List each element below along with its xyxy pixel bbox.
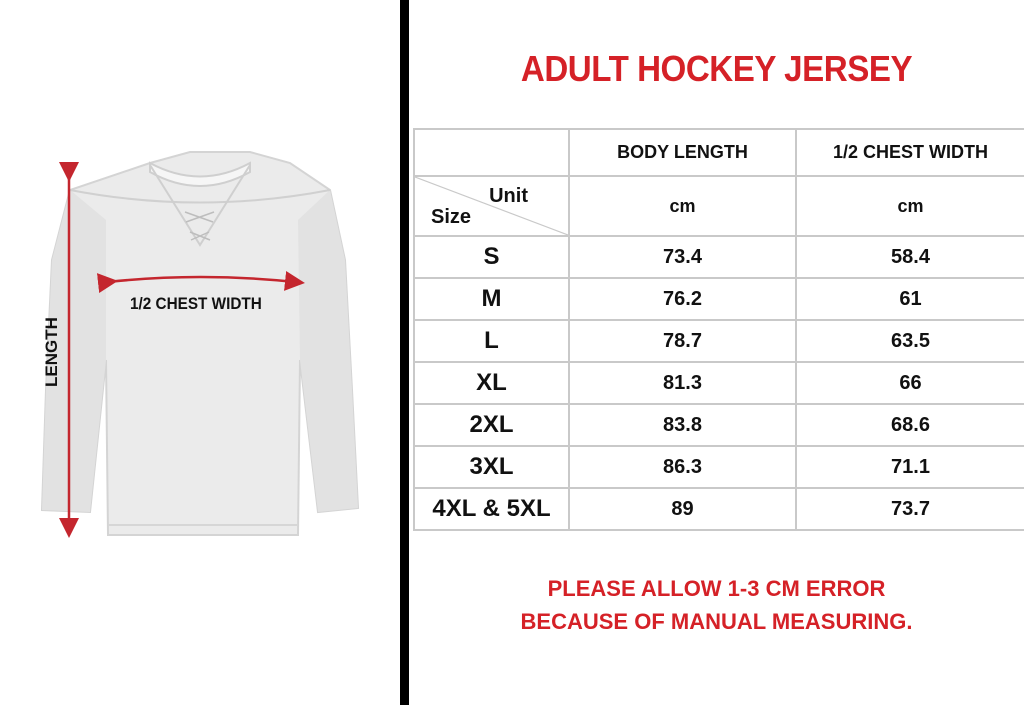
size-cell: L	[414, 320, 569, 362]
size-cell: S	[414, 236, 569, 278]
table-header-row	[414, 129, 1024, 176]
header-chest-width: 1/2 CHEST WIDTH	[796, 129, 1024, 176]
table-row	[414, 362, 1024, 404]
chest-width-label: 1/2 CHEST WIDTH	[130, 294, 262, 313]
corner-unit-label: Unit	[489, 185, 528, 207]
body-length-cell: 78.7	[569, 320, 796, 362]
unit-size-corner-cell	[414, 176, 569, 236]
body-length-cell: 76.2	[569, 278, 796, 320]
body-length-cell: 73.4	[569, 236, 796, 278]
page-title: ADULT HOCKEY JERSEY	[520, 48, 913, 89]
size-cell: 3XL	[414, 446, 569, 488]
unit-body-length: cm	[569, 176, 796, 236]
measurement-note-line-1: PLEASE ALLOW 1-3 CM ERROR	[547, 576, 886, 601]
table-row	[414, 404, 1024, 446]
size-cell: M	[414, 278, 569, 320]
chest-width-cell: 58.4	[796, 236, 1024, 278]
table-row	[414, 278, 1024, 320]
size-cell: 2XL	[414, 404, 569, 446]
size-cell: XL	[414, 362, 569, 404]
size-table	[413, 128, 1024, 531]
table-row	[414, 488, 1024, 530]
table-row	[414, 236, 1024, 278]
chest-width-cell: 63.5	[796, 320, 1024, 362]
measurement-note-line-2: BECAUSE OF MANUAL MEASURING.	[520, 609, 913, 634]
table-row	[414, 320, 1024, 362]
body-length-cell: 86.3	[569, 446, 796, 488]
unit-chest-width: cm	[796, 176, 1024, 236]
header-corner-cell	[414, 129, 569, 176]
header-body-length: BODY LENGTH	[569, 129, 796, 176]
panel-divider	[400, 0, 409, 705]
chest-width-cell: 68.6	[796, 404, 1024, 446]
body-length-cell: 83.8	[569, 404, 796, 446]
body-length-cell: 89	[569, 488, 796, 530]
chest-width-cell: 73.7	[796, 488, 1024, 530]
size-cell: 4XL & 5XL	[414, 488, 569, 530]
chest-width-cell: 66	[796, 362, 1024, 404]
size-chart-panel	[409, 0, 1024, 705]
table-row	[414, 446, 1024, 488]
chest-width-cell: 71.1	[796, 446, 1024, 488]
corner-size-label: Size	[431, 206, 472, 228]
jersey-diagram-panel	[0, 0, 400, 705]
length-label: LENGTH	[42, 317, 61, 387]
table-unit-row	[414, 176, 1024, 236]
body-length-cell: 81.3	[569, 362, 796, 404]
chest-width-cell: 61	[796, 278, 1024, 320]
